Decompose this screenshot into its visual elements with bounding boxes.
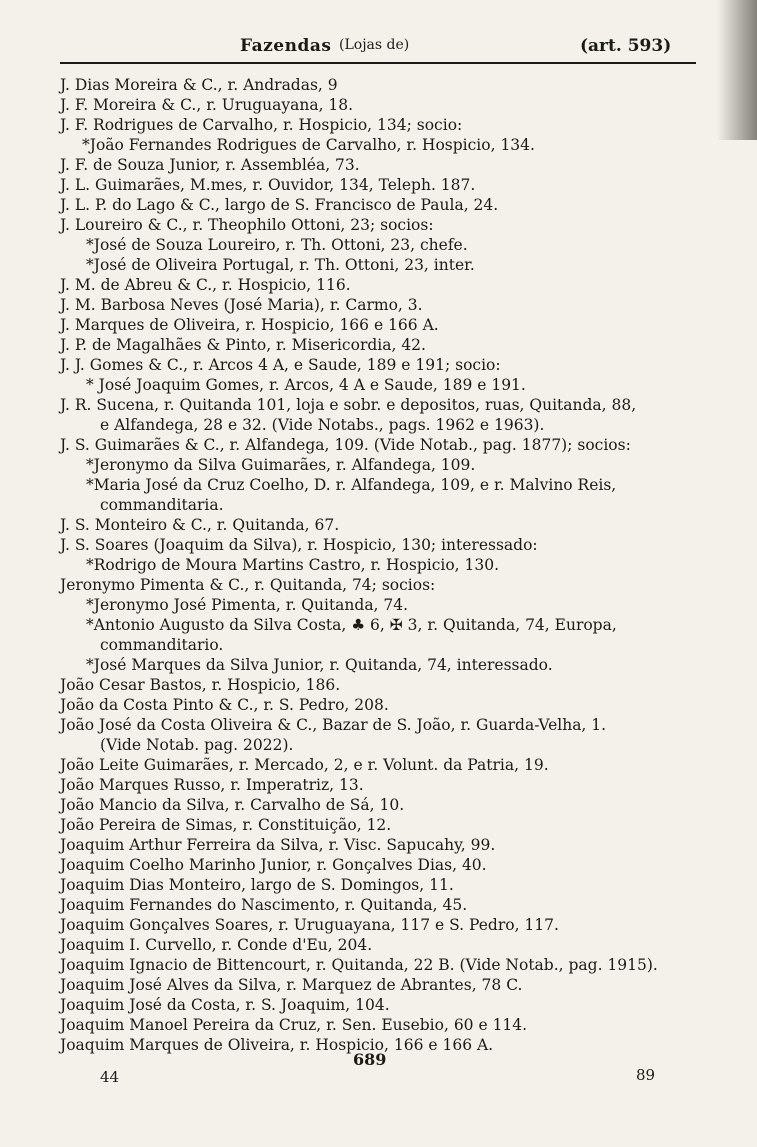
entry-line: Joaquim Coelho Marinho Junior, r. Gonçalves Dias, 40. bbox=[60, 856, 487, 874]
entry-line: J. M. Barbosa Neves (José Maria), r. Carmo, 3. bbox=[60, 296, 423, 314]
entry-line: J. Marques de Oliveira, r. Hospicio, 166 e 166 A. bbox=[60, 316, 439, 334]
entry-line: *José Marques da Silva Junior, r. Quitanda, 74, interessado. bbox=[86, 656, 553, 674]
entry-line: Joaquim Dias Monteiro, largo de S. Domingos, 11. bbox=[60, 876, 454, 894]
entry-line: (Vide Notab. pag. 2022). bbox=[100, 736, 294, 754]
entry-line: Joaquim José Alves da Silva, r. Marquez de Abrantes, 78 C. bbox=[60, 976, 523, 994]
section-title: Fazendas bbox=[240, 36, 332, 56]
entry-line: J. F. Rodrigues de Carvalho, r. Hospicio, 134; socio: bbox=[60, 116, 463, 134]
entry-line: commanditaria. bbox=[100, 496, 224, 514]
entry-line: J. R. Sucena, r. Quitanda 101, loja e sobr. e depositos, ruas, Quitanda, 88, bbox=[60, 396, 637, 414]
entry-line: João Mancio da Silva, r. Carvalho de Sá, 10. bbox=[60, 796, 405, 814]
page-header bbox=[0, 36, 757, 62]
entry-line: João Cesar Bastos, r. Hospicio, 186. bbox=[60, 676, 341, 694]
entry-line: J. P. de Magalhães & Pinto, r. Misericordia, 42. bbox=[60, 336, 426, 354]
page-edge-shadow bbox=[717, 0, 757, 140]
entry-line: João da Costa Pinto & C., r. S. Pedro, 208. bbox=[60, 696, 389, 714]
entry-line: J. Loureiro & C., r. Theophilo Ottoni, 23; socios: bbox=[60, 216, 434, 234]
entry-line: J. L. P. do Lago & C., largo de S. Francisco de Paula, 24. bbox=[60, 196, 499, 214]
entry-line: João Pereira de Simas, r. Constituição, 12. bbox=[60, 816, 392, 834]
entry-line: J. Dias Moreira & C., r. Andradas, 9 bbox=[60, 76, 338, 94]
entry-line: J. S. Guimarães & C., r. Alfandega, 109. (Vide Notab., pag. 1877); socios: bbox=[60, 436, 631, 454]
entry-line: Joaquim Gonçalves Soares, r. Uruguayana, 117 e S. Pedro, 117. bbox=[60, 916, 559, 934]
header-rule bbox=[60, 62, 696, 64]
entry-line: Joaquim Marques de Oliveira, r. Hospicio, 166 e 166 A. bbox=[60, 1036, 494, 1054]
entry-line: Joaquim Arthur Ferreira da Silva, r. Visc. Sapucahy, 99. bbox=[60, 836, 496, 854]
entry-line: João José da Costa Oliveira & C., Bazar de S. João, r. Guarda-Velha, 1. bbox=[60, 716, 607, 734]
entry-line: J. M. de Abreu & C., r. Hospicio, 116. bbox=[60, 276, 351, 294]
entry-line: *José de Oliveira Portugal, r. Th. Ottoni, 23, inter. bbox=[86, 256, 475, 274]
entry-line: e Alfandega, 28 e 32. (Vide Notabs., pags. 1962 e 1963). bbox=[100, 416, 545, 434]
entry-line: *Rodrigo de Moura Martins Castro, r. Hospicio, 130. bbox=[86, 556, 500, 574]
entry-line: *João Fernandes Rodrigues de Carvalho, r. Hospicio, 134. bbox=[82, 136, 535, 154]
entry-line: João Marques Russo, r. Imperatriz, 13. bbox=[60, 776, 364, 794]
entry-line: Jeronymo Pimenta & C., r. Quitanda, 74; socios: bbox=[60, 576, 436, 594]
section-subtitle: (Lojas de) bbox=[339, 37, 410, 53]
entry-line: * José Joaquim Gomes, r. Arcos, 4 A e Saude, 189 e 191. bbox=[86, 376, 526, 394]
entry-line: J. S. Soares (Joaquim da Silva), r. Hospicio, 130; interessado: bbox=[60, 536, 538, 554]
footer-left-number: 44 bbox=[100, 1068, 120, 1086]
entry-line: J. F. de Souza Junior, r. Assembléa, 73. bbox=[60, 156, 360, 174]
footer-right-number: 89 bbox=[636, 1066, 656, 1084]
entry-line: commanditario. bbox=[100, 636, 224, 654]
entry-line: J. F. Moreira & C., r. Uruguayana, 18. bbox=[60, 96, 354, 114]
entry-line: Joaquim Manoel Pereira da Cruz, r. Sen. Eusebio, 60 e 114. bbox=[60, 1016, 528, 1034]
entry-line: *Antonio Augusto da Silva Costa, ♣ 6, ✠ 3, r. Quitanda, 74, Europa, bbox=[86, 616, 617, 634]
entry-line: *Jeronymo da Silva Guimarães, r. Alfandega, 109. bbox=[86, 456, 476, 474]
entry-line: *Jeronymo José Pimenta, r. Quitanda, 74. bbox=[86, 596, 409, 614]
entry-line: João Leite Guimarães, r. Mercado, 2, e r. Volunt. da Patria, 19. bbox=[60, 756, 549, 774]
entry-line: Joaquim José da Costa, r. S. Joaquim, 104. bbox=[60, 996, 390, 1014]
article-number: (art. 593) bbox=[580, 36, 672, 56]
entry-line: Joaquim I. Curvello, r. Conde d'Eu, 204. bbox=[60, 936, 373, 954]
entry-line: J. J. Gomes & C., r. Arcos 4 A, e Saude, 189 e 191; socio: bbox=[60, 356, 501, 374]
entry-line: *José de Souza Loureiro, r. Th. Ottoni, 23, chefe. bbox=[86, 236, 468, 254]
entry-line: Joaquim Fernandes do Nascimento, r. Quitanda, 45. bbox=[60, 896, 468, 914]
entry-line: *Maria José da Cruz Coelho, D. r. Alfandega, 109, e r. Malvino Reis, bbox=[86, 476, 617, 494]
entry-line: Joaquim Ignacio de Bittencourt, r. Quitanda, 22 B. (Vide Notab., pag. 1915). bbox=[60, 956, 658, 974]
page-number: 689 bbox=[353, 1050, 387, 1069]
entry-line: J. L. Guimarães, M.mes, r. Ouvidor, 134, Teleph. 187. bbox=[60, 176, 476, 194]
entry-line: J. S. Monteiro & C., r. Quitanda, 67. bbox=[60, 516, 340, 534]
